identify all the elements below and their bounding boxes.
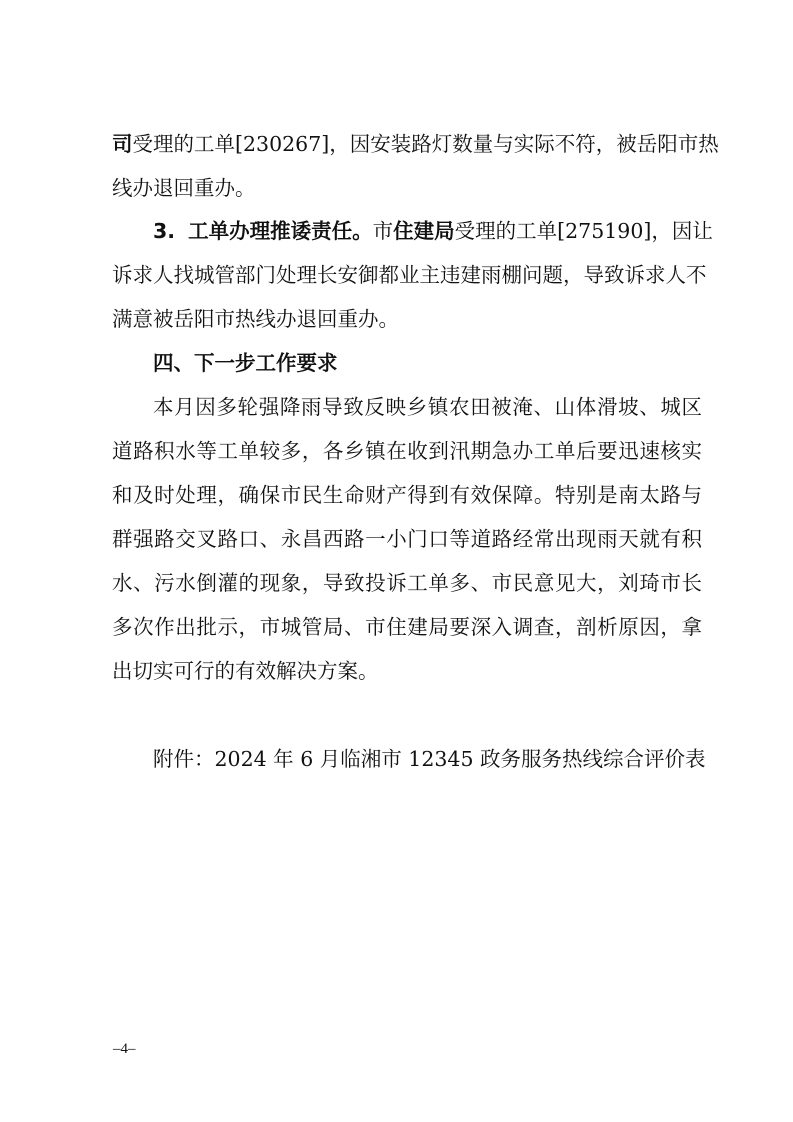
item-number: 3.	[153, 219, 176, 243]
body-line-11	[112, 565, 702, 601]
line-text: 群强路交叉路口、永昌西路一小门口等道路经常出现雨天就有积	[112, 527, 702, 551]
line-text: 本月因多轮强降雨导致反映乡镇农田被淹、山体滑坡、城区	[153, 395, 702, 419]
body-line-5	[112, 301, 702, 337]
line-text: 线办退回重办。	[112, 176, 256, 200]
body-line-2	[112, 170, 702, 206]
line-text: 受理的工单[275190]，因让	[454, 219, 713, 243]
bold-lead: 工单办理推诿责任。	[188, 219, 373, 243]
line-text: 诉求人找城管部门处理长安御都业主违建雨棚问题，导致诉求人不	[112, 263, 707, 287]
body-line-10	[112, 521, 702, 557]
body-line-7	[153, 389, 702, 425]
body-line-4	[112, 257, 707, 293]
line-text: 受理的工单[230267]，因安装路灯数量与实际不符，被岳阳市热	[132, 132, 719, 156]
line-text: 水、污水倒灌的现象，导致投诉工单多、市民意见大，刘琦市长	[112, 571, 702, 595]
page-number: –4–	[113, 1041, 136, 1057]
line-text: 市	[372, 219, 394, 243]
attachment-text: 附件：2024 年 6 月临湘市 12345 政务服务热线综合评价表	[153, 747, 706, 771]
attachment-line	[153, 741, 706, 777]
body-line-12	[112, 609, 702, 645]
body-line-8	[112, 433, 702, 469]
bold-mid: 住建局	[393, 219, 455, 243]
line-text: 道路积水等工单较多，各乡镇在收到汛期急办工单后要迅速核实	[112, 439, 702, 463]
body-line-13	[112, 653, 702, 689]
line-text: 多次作出批示，市城管局、市住建局要深入调查，剖析原因，拿	[112, 615, 702, 639]
line-text: 满意被岳阳市热线办退回重办。	[112, 307, 399, 331]
body-line-9	[112, 477, 702, 513]
bold-lead: 司	[112, 132, 133, 156]
body-line-3	[153, 213, 713, 249]
line-text: 和及时处理，确保市民生命财产得到有效保障。特别是南太路与	[112, 483, 702, 507]
section-heading: 四、下一步工作要求	[153, 351, 338, 375]
line-text: 出切实可行的有效解决方案。	[112, 659, 379, 683]
body-line-1	[112, 126, 719, 162]
